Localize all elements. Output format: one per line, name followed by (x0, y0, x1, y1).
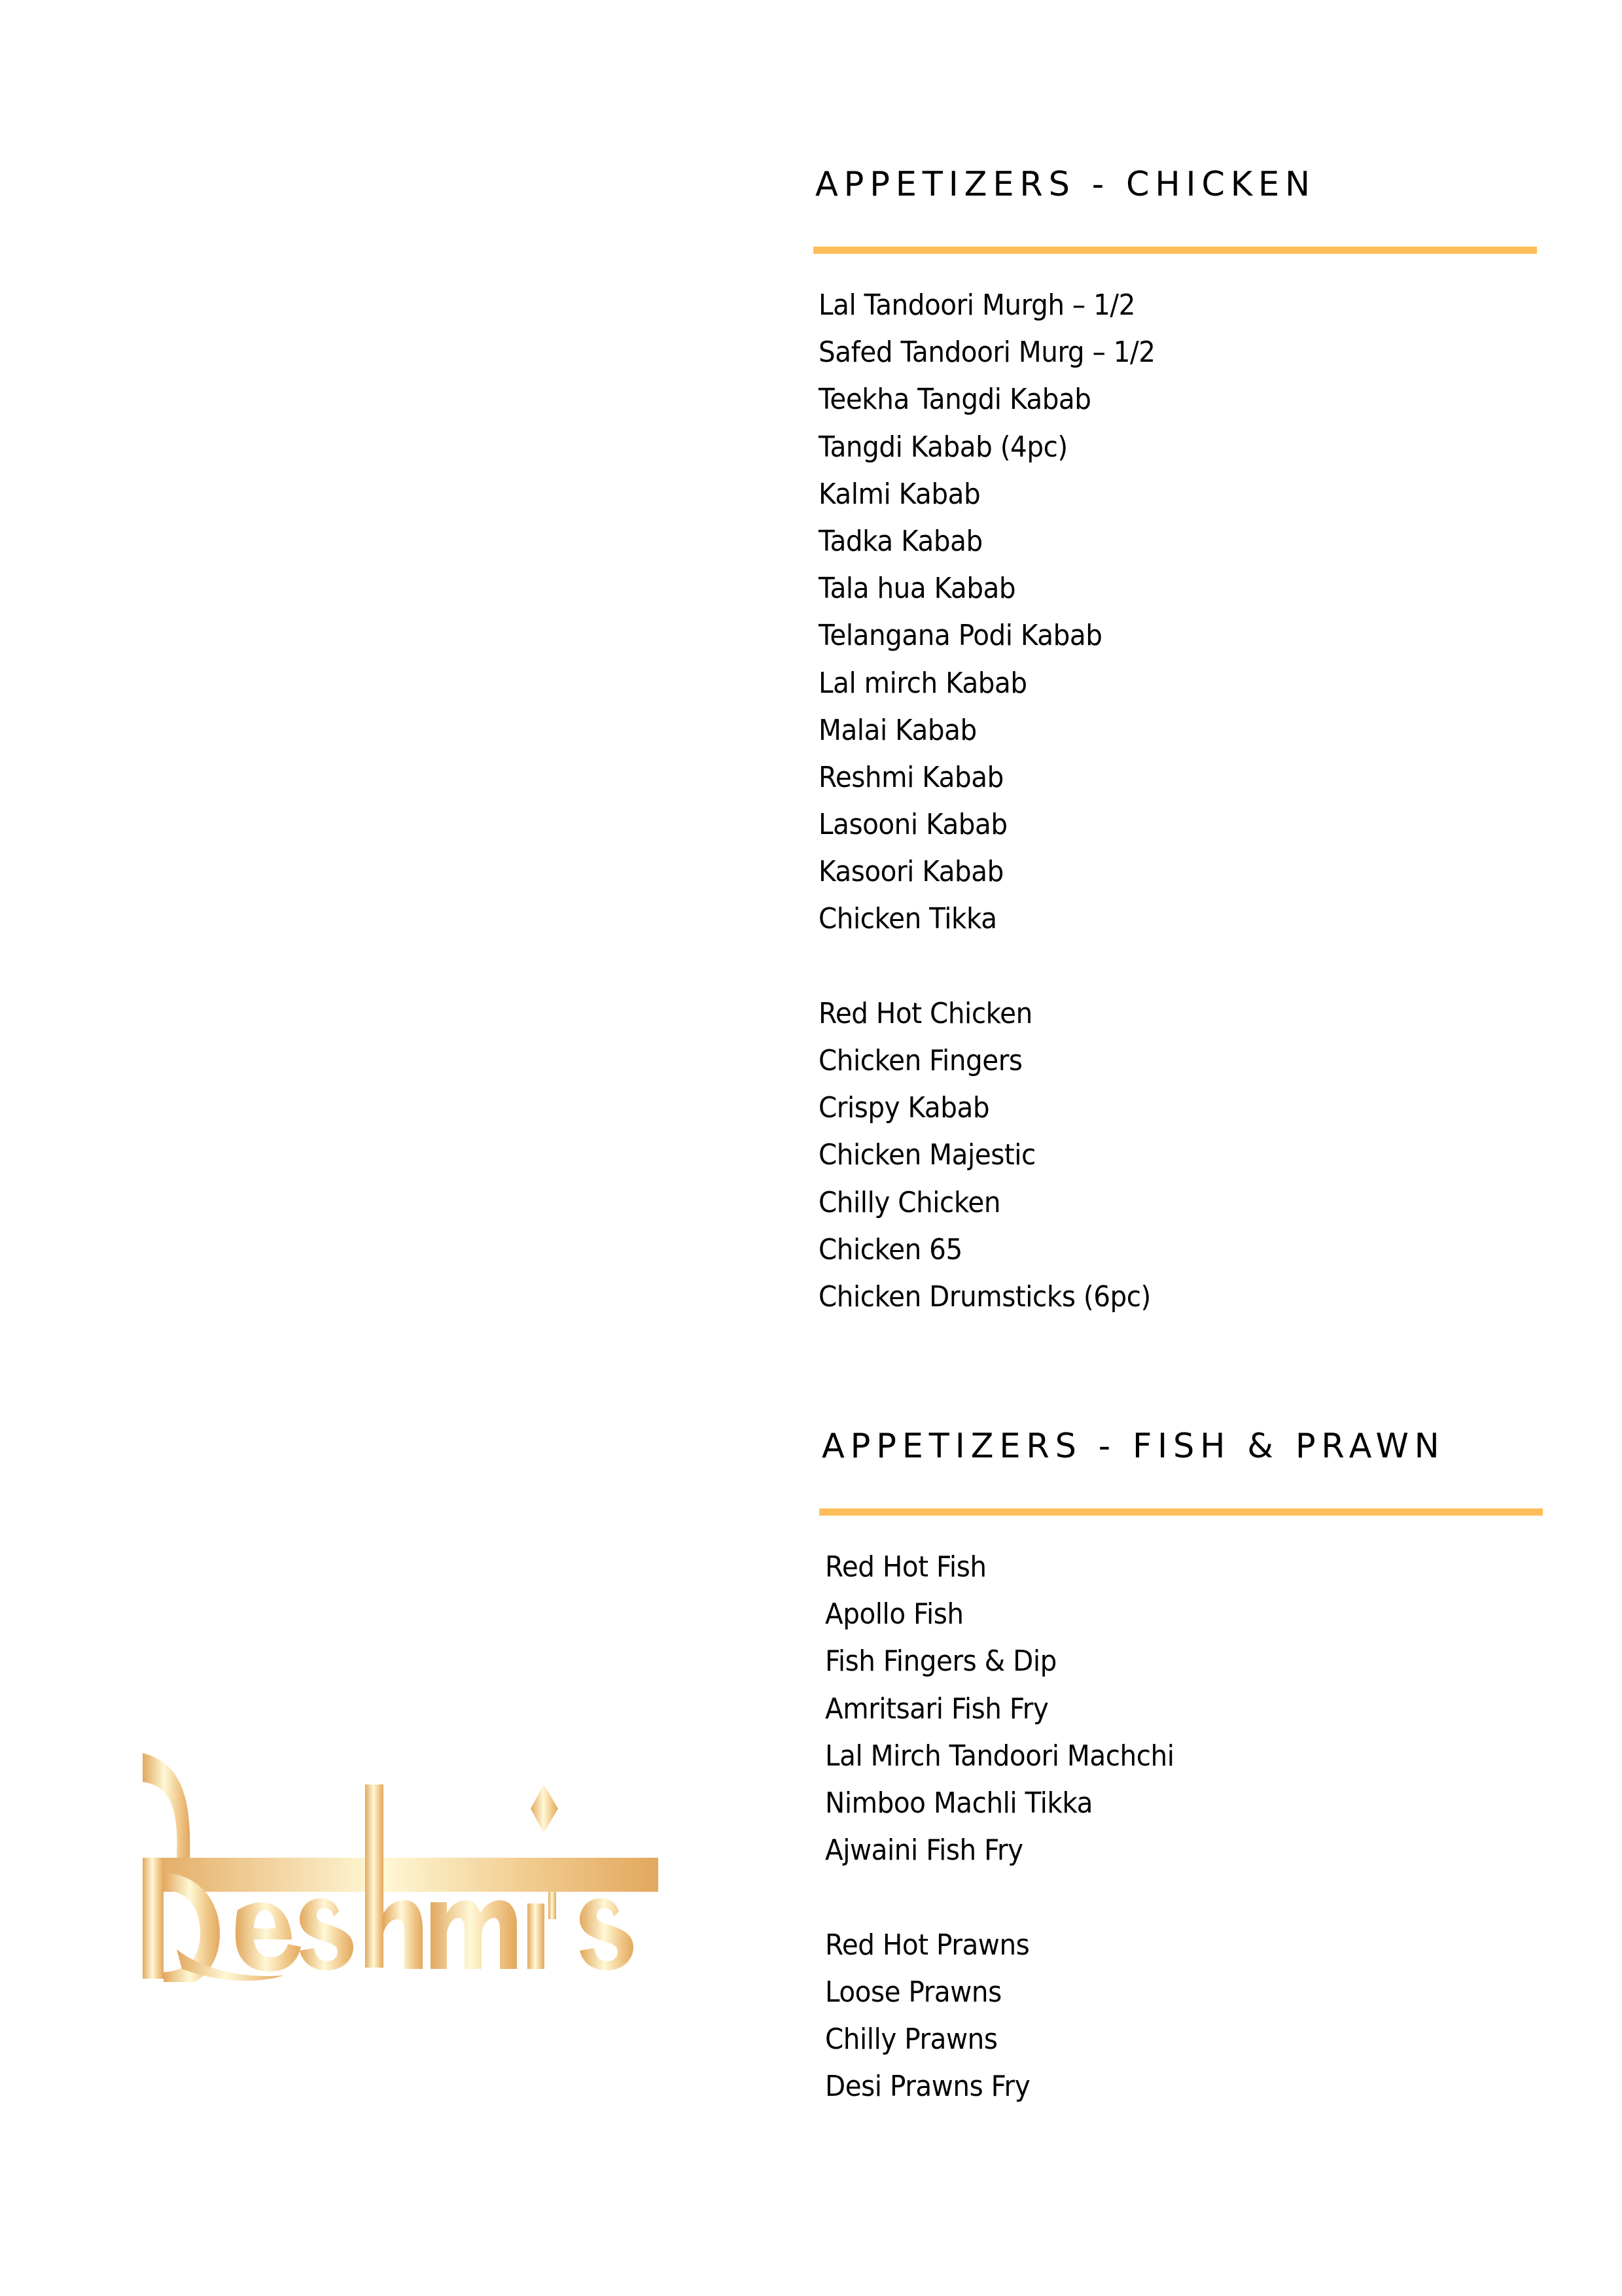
list-spacer (819, 943, 1155, 990)
menu-item: Crispy Kabab (819, 1091, 990, 1125)
menu-item: Safed Tandoori Murg – 1/2 (819, 336, 1155, 370)
menu-item: Kasoori Kabab (819, 855, 1004, 889)
menu-item: Chilly Chicken (819, 1185, 1001, 1219)
menu-item: Teekha Tangdi Kabab (819, 383, 1091, 417)
reshmis-logo (143, 1753, 660, 1982)
menu-item: Chicken 65 (819, 1232, 962, 1266)
reshmis-logo-icon (143, 1753, 660, 1982)
section-title-fish-prawn: APPETIZERS - FISH & PRAWN (822, 1427, 1445, 1466)
section-divider-chicken (813, 247, 1537, 254)
menu-item: Tangdi Kabab (4pc) (819, 430, 1068, 464)
menu-item: Red Hot Prawns (825, 1928, 1030, 1962)
menu-item: Tadka Kabab (819, 524, 983, 558)
menu-item: Chicken Majestic (819, 1138, 1036, 1172)
menu-item: Chilly Prawns (825, 2022, 998, 2056)
menu-item: Ajwaini Fish Fry (825, 1834, 1023, 1868)
section-divider-fish-prawn (819, 1508, 1543, 1516)
menu-item: Chicken Fingers (819, 1044, 1023, 1077)
menu-item: Chicken Tikka (819, 902, 997, 936)
menu-item: Lasooni Kabab (819, 808, 1008, 842)
menu-item: Kalmi Kabab (819, 477, 981, 511)
menu-item: Desi Prawns Fry (825, 2070, 1031, 2104)
section-title-chicken: APPETIZERS - CHICKEN (815, 165, 1316, 204)
menu-item: Lal Mirch Tandoori Machchi (825, 1739, 1174, 1773)
menu-list-chicken (819, 282, 1184, 1321)
menu-item: Fish Fingers & Dip (825, 1644, 1057, 1679)
list-spacer (825, 1874, 1174, 1921)
menu-item: Chicken Drumsticks (6pc) (819, 1279, 1151, 1313)
menu-list-fish-prawn (825, 1544, 1205, 2110)
menu-item: Red Hot Fish (825, 1550, 987, 1584)
menu-item: Apollo Fish (825, 1597, 964, 1631)
menu-item: Loose Prawns (825, 1975, 1002, 2009)
menu-item: Lal mirch Kabab (819, 666, 1027, 700)
menu-item: Lal Tandoori Murgh – 1/2 (819, 288, 1135, 322)
menu-item: Nimboo Machli Tikka (825, 1786, 1093, 1820)
menu-item: Amritsari Fish Fry (825, 1692, 1049, 1726)
menu-item: Red Hot Chicken (819, 996, 1032, 1030)
menu-item: Telangana Podi Kabab (819, 619, 1102, 653)
menu-item: Tala hua Kabab (819, 572, 1016, 606)
menu-item: Reshmi Kabab (819, 760, 1004, 794)
menu-item: Malai Kabab (819, 713, 977, 747)
